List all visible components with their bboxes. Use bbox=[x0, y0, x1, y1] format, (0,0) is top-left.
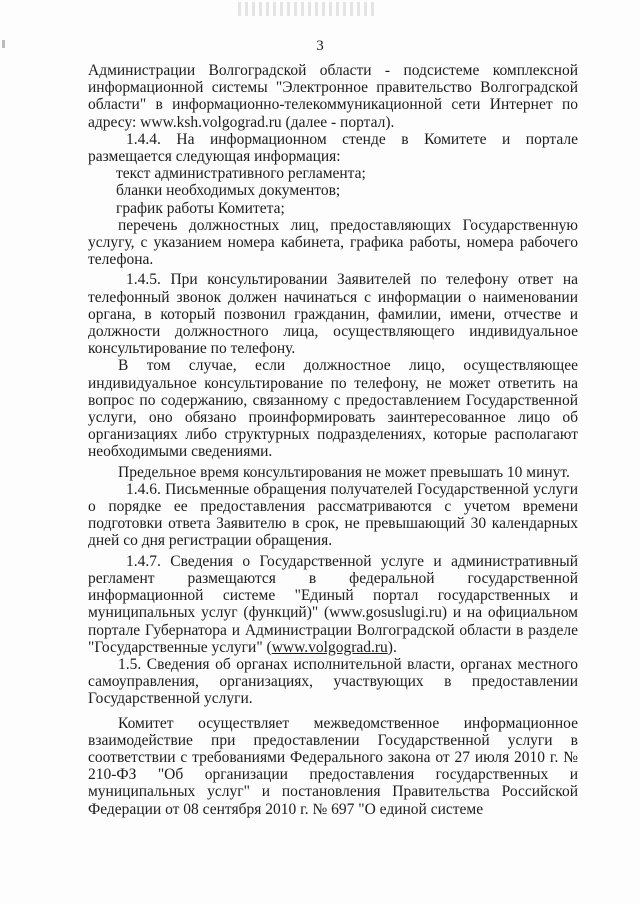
document-body bbox=[88, 62, 578, 818]
paragraph-1-4-6: 1.4.6. Письменные обращения получателей Государственной услуги о порядке ее предоставления рассматриваются с учетом времени подготовки ответа Заявителю в срок, не превышающий 30 календарных дней со дня регистрации обращения. bbox=[88, 480, 578, 550]
paragraph-1-4-5-c: Предельное время консультирования не может превышать 10 минут. bbox=[118, 463, 570, 481]
paragraph-1-4-4: 1.4.4. На информационном стенде в Комитете и портале размещается следующая информация: bbox=[88, 130, 578, 166]
list-item: график работы Комитета; bbox=[116, 199, 285, 217]
list-item: бланки необходимых документов; bbox=[116, 182, 341, 200]
list-item: перечень должностных лиц, предоставляющих Государственную услугу, с указанием номера кабинета, графика работы, номера рабочего телефона. bbox=[88, 216, 578, 269]
paragraph-1-4-5-b: В том случае, если должностное лицо, осуществляющее индивидуальное консультирование по телефону, не может ответить на вопрос по содержанию, связанному с предоставлением Государственной услуги, оно обязано проинформировать заинтересованное лицо об организациях либо структурных подразделениях, которые располагают необходимыми сведениями. bbox=[88, 357, 578, 461]
volgograd-link[interactable]: www.volgograd.ru bbox=[271, 638, 388, 656]
paragraph-1-5: 1.5. Сведения об органах исполнительной власти, органах местного самоуправления, организациях, участвующих в предоставлении Государственной услуги. bbox=[88, 655, 578, 708]
scan-artifact bbox=[238, 2, 378, 16]
paragraph-1-4-7-end: ). bbox=[387, 638, 397, 656]
list-item: текст административного регламента; bbox=[116, 165, 366, 183]
paragraph-1-4-5: 1.4.5. При консультировании Заявителей по телефону ответ на телефонный звонок должен начинаться с информации о наименовании органа, в который позвонил гражданин, фамилии, имени, отчестве и должности должностного лица, осуществляющего индивидуальное консультирование по телефону. bbox=[88, 271, 578, 358]
info-list bbox=[88, 165, 578, 217]
page-number: 3 bbox=[316, 38, 324, 54]
paragraph-1-4-7-text: 1.4.7. Сведения о Государственной услуге и административный регламент размещаются в федеральной государственной информационной системе "Единый портал государственных и муниципальных услуг (функций)" (www.gosuslugi.ru) и на официальном портале Губернатора и Администрации Волгоградской области в разделе "Государственные услуги" ( bbox=[88, 552, 578, 656]
paragraph-komitet: Комитет осуществляет межведомственное информационное взаимодействие при предоставлении Государственной услуги в соответствии с требованиями Федерального закона от 27 июля 2010 г. № 210-ФЗ "Об организации предоставления государственных и муниципальных услуг" и постановления Правительства Российской Федерации от 08 сентября 2010 г. № 697 "О единой системе bbox=[88, 714, 578, 818]
paragraph-intro: Администрации Волгоградской области - подсистеме комплексной информационной системы "Электронное правительство Волгоградской области" в информационно-телекоммуникационной сети Интернет по адресу: www.ksh.volgograd.ru (далее - портал). bbox=[88, 62, 578, 131]
paragraph-1-4-7 bbox=[88, 553, 578, 656]
